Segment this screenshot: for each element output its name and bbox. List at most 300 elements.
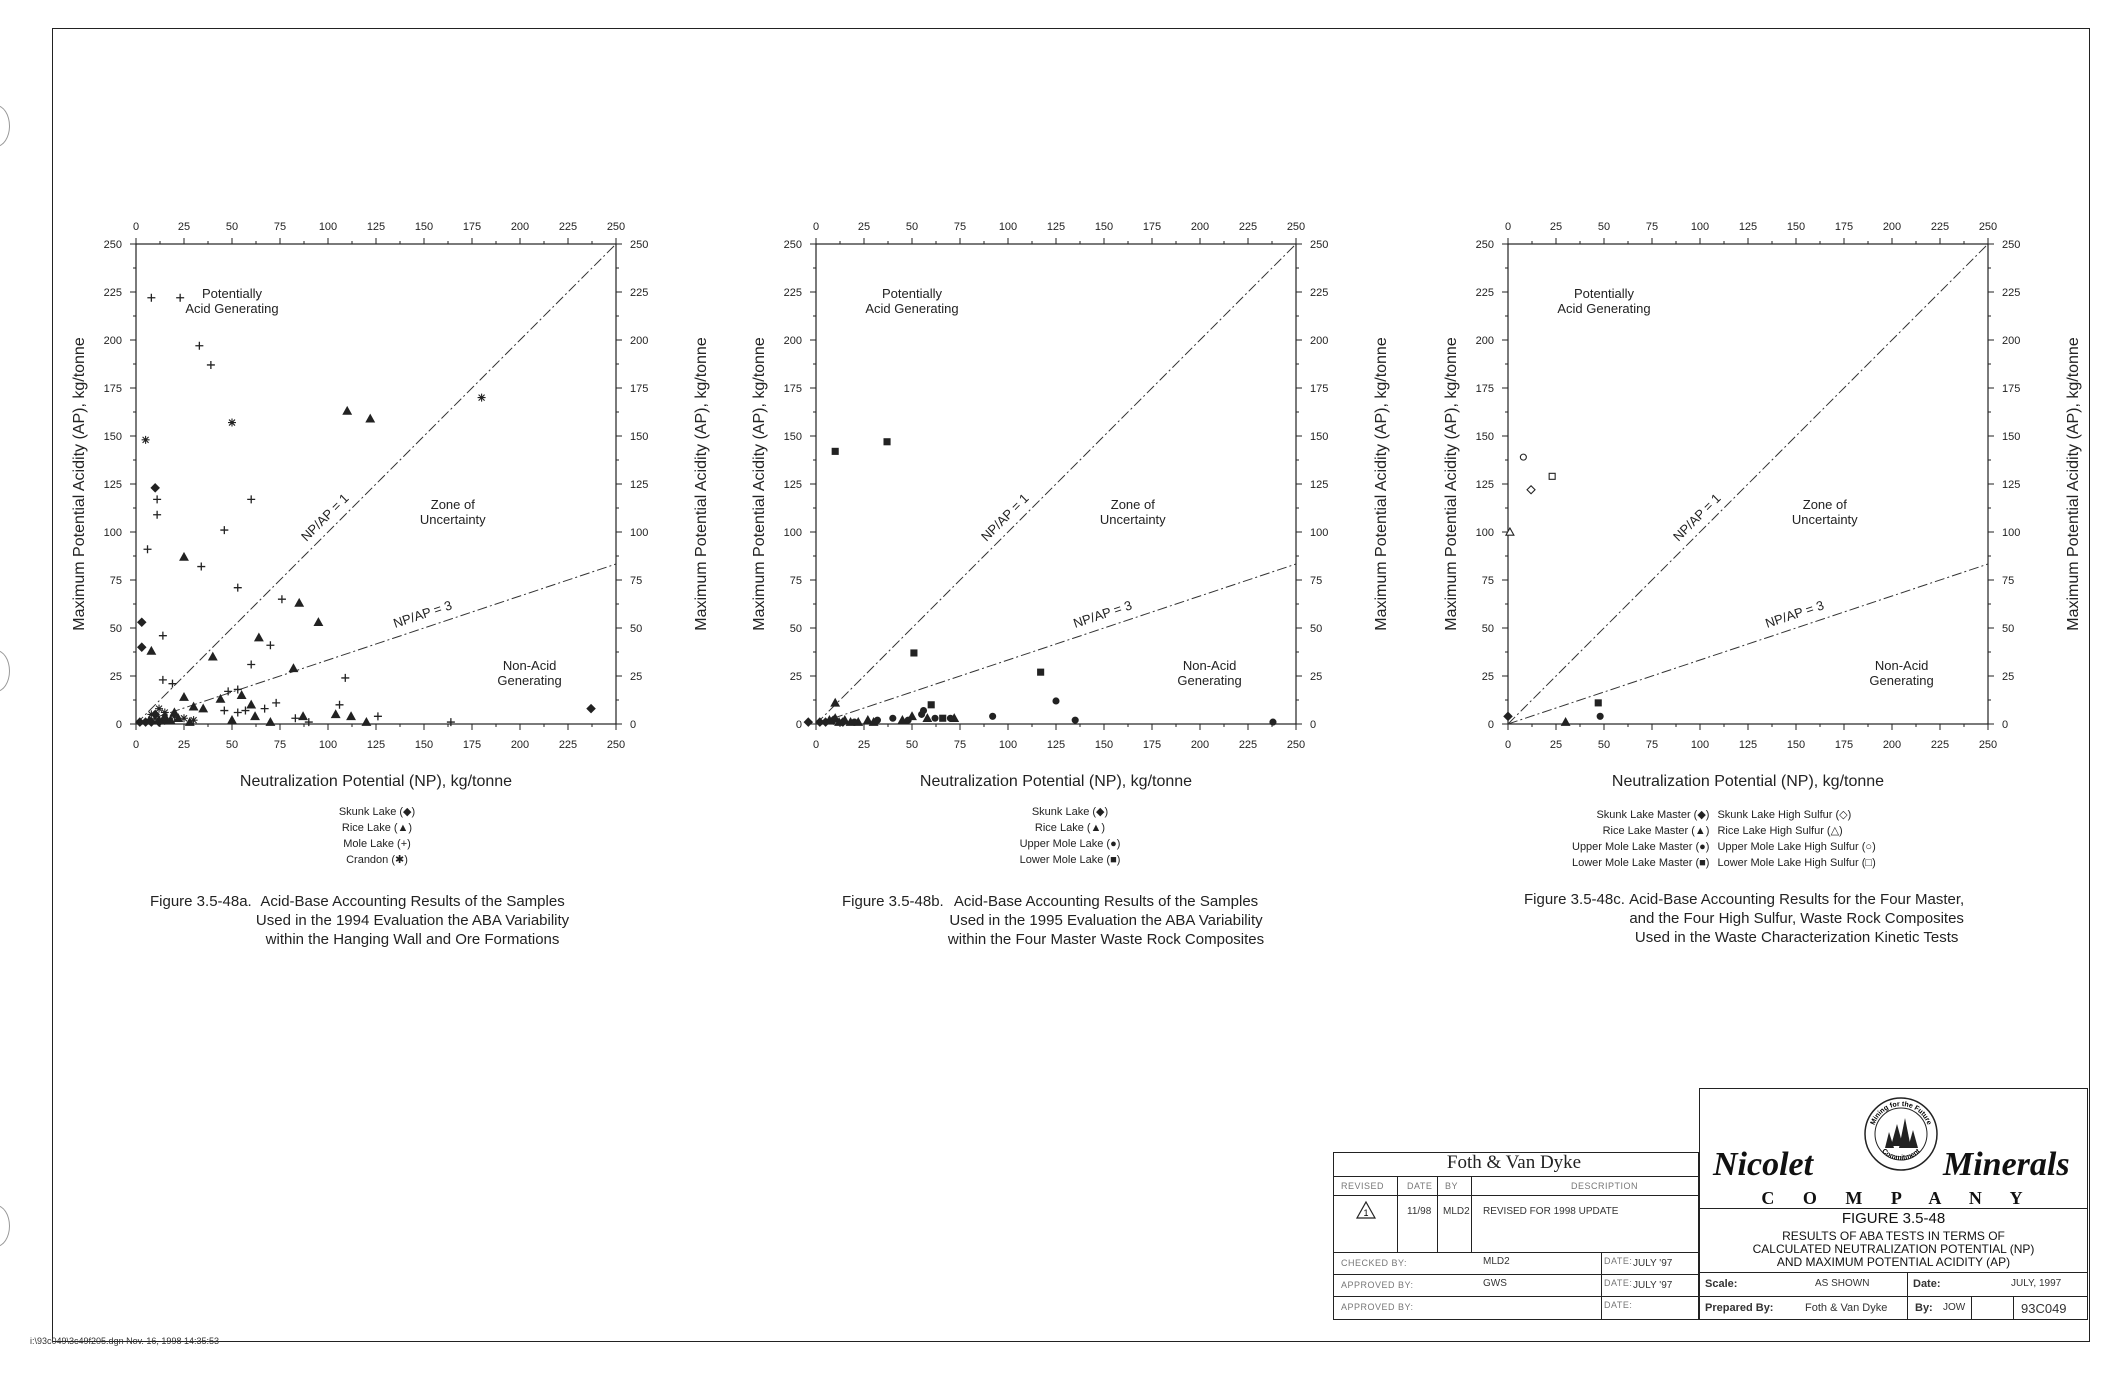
- data-point: [197, 563, 205, 571]
- y-tick-label: 250: [783, 239, 802, 251]
- y-tick-label-right: 50: [1310, 623, 1323, 635]
- scale-value: AS SHOWN: [1815, 1278, 1870, 1289]
- caption-line: Used in the Waste Characterization Kinetic Tests: [1634, 929, 1959, 946]
- y-tick-label-right: 150: [630, 431, 649, 443]
- company-name-left: Nicolet: [1713, 1146, 1814, 1183]
- data-point: [990, 713, 996, 719]
- y-tick-label-right: 250: [2002, 239, 2021, 251]
- data-point: [832, 448, 838, 454]
- x-tick-label: 50: [1597, 739, 1611, 751]
- legend-item: Upper Mole Lake (●): [1019, 838, 1121, 850]
- x-tick-label: 25: [177, 739, 191, 751]
- scatter-chart-b: [730, 200, 1410, 840]
- data-point: [180, 553, 188, 560]
- x-tick-label-top: 225: [1930, 221, 1950, 233]
- reference-line-label: NP/AP = 1: [298, 490, 352, 545]
- y-tick-label: 175: [1475, 383, 1494, 395]
- data-point: [1072, 717, 1078, 723]
- x-tick-label-top: 100: [998, 221, 1018, 233]
- region-label: Uncertainty: [419, 511, 486, 527]
- data-point: [153, 495, 161, 503]
- y-tick-label-right: 175: [630, 383, 649, 395]
- y-tick-label: 100: [1475, 527, 1494, 539]
- x-tick-label-top: 250: [606, 221, 626, 233]
- prepared-label: Prepared By:: [1705, 1302, 1774, 1314]
- data-point: [362, 718, 370, 725]
- company-name-right: Minerals: [1943, 1146, 2070, 1183]
- x-tick-label-top: 175: [1142, 221, 1162, 233]
- y-tick-label: 250: [103, 239, 122, 251]
- y-tick-label: 75: [1481, 575, 1494, 587]
- data-point: [921, 708, 927, 714]
- data-point: [295, 599, 303, 606]
- series-skunk-lake: [136, 484, 595, 726]
- data-point: [170, 712, 178, 720]
- series-upper-mole-lake: [851, 698, 1276, 725]
- region-label: Uncertainty: [1099, 511, 1166, 527]
- y-axis-label: Maximum Potential Acidity (AP), kg/tonne: [71, 337, 88, 631]
- region-label: Potentially: [202, 285, 262, 301]
- x-tick-label: 50: [225, 739, 239, 751]
- x-tick-label-top: 25: [177, 221, 191, 233]
- y-tick-label: 125: [783, 479, 802, 491]
- binder-hole: [0, 105, 10, 147]
- y-tick-label: 175: [783, 383, 802, 395]
- rev-by: MLD2: [1443, 1206, 1470, 1217]
- data-point: [366, 415, 374, 422]
- x-tick-label: 125: [1738, 739, 1758, 751]
- x-tick-label-top: 25: [857, 221, 871, 233]
- series-lower-mole-lake: [832, 439, 1043, 721]
- x-tick-label-top: 200: [1190, 221, 1210, 233]
- data-point: [238, 691, 246, 698]
- seal-text-bottom: Commitment: [1880, 1147, 1922, 1162]
- legend-item: Skunk Lake High Sulfur (◇): [1717, 809, 1852, 821]
- x-tick-label-top: 225: [1238, 221, 1258, 233]
- y-tick-label-right: 150: [2002, 431, 2021, 443]
- x-tick-label: 0: [132, 739, 140, 751]
- x-tick-label: 75: [273, 739, 287, 751]
- y-tick-label-right: 250: [1310, 239, 1329, 251]
- x-tick-label: 0: [812, 739, 820, 751]
- x-tick-label: 150: [1786, 739, 1806, 751]
- figure-title-line: AND MAXIMUM POTENTIAL ACIDITY (AP): [1776, 1255, 2011, 1269]
- y-axis-label-right: Maximum Potential Acidity (AP), kg/tonne: [1373, 337, 1390, 631]
- y-tick-label-right: 200: [1310, 335, 1329, 347]
- y-tick-label-right: 100: [2002, 527, 2021, 539]
- region-label: Acid Generating: [185, 300, 279, 316]
- divider: [1471, 1176, 1472, 1252]
- y-tick-label-right: 100: [1310, 527, 1329, 539]
- data-point: [147, 294, 155, 302]
- date-label: DATE:: [1604, 1278, 1633, 1288]
- region-label: Non-Acid: [1874, 658, 1929, 674]
- x-tick-label-top: 75: [273, 221, 287, 233]
- reference-line-label: NP/AP = 3: [1071, 597, 1134, 631]
- divider: [1601, 1252, 1602, 1320]
- data-point: [587, 705, 595, 713]
- y-axis-label-right: Maximum Potential Acidity (AP), kg/tonne: [693, 337, 710, 631]
- legend-item: Rice Lake (▲): [1034, 822, 1106, 834]
- y-axis-label-right: Maximum Potential Acidity (AP), kg/tonne: [2065, 337, 2082, 631]
- caption-line: Used in the 1995 Evaluation the ABA Variability: [949, 912, 1263, 929]
- data-point: [831, 699, 839, 706]
- seal-text-top: Mining for the Future: [1869, 1100, 1933, 1127]
- figure-title-line: CALCULATED NEUTRALIZATION POTENTIAL (NP): [1752, 1242, 2035, 1256]
- region-label: Generating: [497, 673, 562, 689]
- data-point: [247, 701, 255, 708]
- y-tick-label: 225: [783, 287, 802, 299]
- x-tick-label: 175: [1834, 739, 1854, 751]
- x-tick-label: 250: [606, 739, 626, 751]
- data-point: [190, 716, 198, 724]
- divider: [1699, 1296, 2088, 1297]
- x-tick-label-top: 25: [1549, 221, 1563, 233]
- y-tick-label-right: 100: [630, 527, 649, 539]
- caption-line: Acid-Base Accounting Results of the Samples: [953, 893, 1259, 910]
- figure-caption-b: [842, 892, 1264, 949]
- y-tick-label: 25: [789, 671, 802, 683]
- caption-figure-number: Figure 3.5-48c.: [1524, 891, 1625, 908]
- divider: [1333, 1296, 1699, 1297]
- binder-hole: [0, 1205, 10, 1247]
- data-point: [138, 618, 146, 626]
- data-point: [207, 361, 215, 369]
- y-axis-label: Maximum Potential Acidity (AP), kg/tonne: [751, 337, 768, 631]
- data-point: [911, 650, 917, 656]
- y-tick-label: 200: [783, 335, 802, 347]
- y-tick-label: 125: [103, 479, 122, 491]
- x-tick-label: 75: [1645, 739, 1659, 751]
- divider: [1397, 1176, 1398, 1252]
- x-tick-label: 150: [414, 739, 434, 751]
- data-point: [247, 660, 255, 668]
- x-tick-label: 250: [1286, 739, 1306, 751]
- data-point: [332, 710, 340, 717]
- reference-line-label: NP/AP = 3: [391, 597, 454, 631]
- reference-line-label: NP/AP = 3: [1763, 597, 1826, 631]
- region-label: Zone of: [430, 496, 475, 512]
- file-path: i:\93c049\3c49f205.dgn Nov. 16, 1998 14:35:53: [30, 1336, 219, 1346]
- data-point: [234, 708, 242, 716]
- data-point: [228, 716, 236, 723]
- data-point: [932, 715, 938, 721]
- y-tick-label: 0: [795, 719, 802, 731]
- data-point: [195, 342, 203, 350]
- x-tick-label-top: 100: [1690, 221, 1710, 233]
- reference-line: [1508, 564, 1988, 724]
- region-label: Zone of: [1802, 496, 1847, 512]
- y-tick-label: 25: [109, 671, 122, 683]
- revision-header-row: [1333, 1176, 1699, 1196]
- y-tick-label: 50: [789, 623, 802, 635]
- y-tick-label: 0: [1487, 719, 1494, 731]
- region-label: Potentially: [1574, 285, 1634, 301]
- by-value: JOW: [1943, 1302, 1966, 1313]
- x-tick-label: 0: [1504, 739, 1512, 751]
- region-label: Non-Acid: [502, 658, 557, 674]
- reference-line: [136, 564, 616, 724]
- series-rice-lake-master: [1562, 718, 1570, 725]
- data-point: [884, 439, 890, 445]
- company-subtitle: C O M P A N Y: [1761, 1188, 2035, 1208]
- x-tick-label-top: 75: [953, 221, 967, 233]
- scatter-chart-c: [1422, 200, 2102, 840]
- y-tick-label-right: 125: [630, 479, 649, 491]
- data-point: [159, 632, 167, 640]
- data-point: [874, 717, 880, 723]
- y-tick-label: 50: [109, 623, 122, 635]
- data-point: [289, 664, 297, 671]
- data-point: [247, 495, 255, 503]
- divider: [1333, 1274, 1699, 1275]
- legend-item: Lower Mole Lake (■): [1019, 854, 1121, 866]
- region-label: Uncertainty: [1791, 511, 1858, 527]
- legend-item: Upper Mole Lake Master (●): [1572, 841, 1710, 853]
- y-tick-label-right: 250: [630, 239, 649, 251]
- y-tick-label-right: 50: [2002, 623, 2015, 635]
- x-tick-label-top: 250: [1978, 221, 1998, 233]
- y-tick-label: 175: [103, 383, 122, 395]
- caption-line: Acid-Base Accounting Results of the Samples: [260, 893, 565, 910]
- y-tick-label-right: 0: [1310, 719, 1317, 731]
- caption-figure-number: Figure 3.5-48b.: [842, 893, 944, 910]
- legend-item: Lower Mole Lake High Sulfur (□): [1717, 857, 1876, 869]
- x-tick-label-top: 0: [132, 221, 140, 233]
- series-skunk-lake-master: [1504, 712, 1512, 720]
- data-point: [1527, 486, 1535, 494]
- title-block: [1331, 1086, 2088, 1340]
- divider: [1437, 1176, 1438, 1252]
- data-point: [1595, 700, 1601, 706]
- y-tick-label-right: 75: [2002, 575, 2015, 587]
- caption-line: and the Four High Sulfur, Waste Rock Composites: [1629, 910, 1964, 927]
- x-tick-label-top: 175: [462, 221, 482, 233]
- y-axis-label: Maximum Potential Acidity (AP), kg/tonne: [1443, 337, 1460, 631]
- legend-item: Upper Mole Lake High Sulfur (○): [1717, 841, 1876, 853]
- data-point: [176, 294, 184, 302]
- y-tick-label: 100: [783, 527, 802, 539]
- data-point: [272, 699, 280, 707]
- data-point: [928, 702, 934, 708]
- x-axis-label: Neutralization Potential (NP), kg/tonne: [1611, 773, 1885, 790]
- y-tick-label: 200: [103, 335, 122, 347]
- data-point: [228, 419, 236, 427]
- figure-title-line: RESULTS OF ABA TESTS IN TERMS OF: [1782, 1229, 2005, 1243]
- data-point: [147, 710, 155, 718]
- caption-figure-number: Figure 3.5-48a.: [150, 893, 252, 910]
- legend-item: Rice Lake (▲): [341, 822, 413, 834]
- region-label: Potentially: [882, 285, 942, 301]
- x-tick-label-top: 250: [1286, 221, 1306, 233]
- legend-c: [1572, 807, 1876, 871]
- x-tick-label-top: 200: [1882, 221, 1902, 233]
- data-point: [147, 647, 155, 654]
- y-tick-label: 75: [109, 575, 122, 587]
- approved2-label: APPROVED BY:: [1341, 1302, 1414, 1312]
- scatter-chart-a: [50, 200, 730, 840]
- data-point: [216, 695, 224, 702]
- y-tick-label-right: 175: [2002, 383, 2021, 395]
- x-tick-label: 100: [998, 739, 1018, 751]
- approved-by: GWS: [1483, 1278, 1507, 1289]
- data-point: [1270, 719, 1276, 725]
- figure-number: FIGURE 3.5-48: [1841, 1210, 1946, 1227]
- binder-hole: [0, 650, 10, 692]
- rev-description: REVISED FOR 1998 UPDATE: [1483, 1206, 1619, 1217]
- figure-title: [1699, 1230, 2088, 1269]
- x-tick-label-top: 50: [905, 221, 919, 233]
- data-point: [220, 707, 228, 715]
- series-lower-mole-lake-master: [1595, 700, 1601, 706]
- y-tick-label: 225: [1475, 287, 1494, 299]
- series-upper-mole-lake-high-sulfur: [1520, 454, 1526, 460]
- y-tick-label-right: 0: [630, 719, 637, 731]
- x-tick-label: 225: [558, 739, 578, 751]
- region-label: Zone of: [1110, 496, 1155, 512]
- data-point: [1520, 454, 1526, 460]
- y-tick-label-right: 175: [1310, 383, 1329, 395]
- data-point: [299, 712, 307, 719]
- x-tick-label: 25: [1549, 739, 1563, 751]
- data-point: [478, 394, 486, 402]
- x-tick-label: 100: [318, 739, 338, 751]
- y-tick-label: 150: [1475, 431, 1494, 443]
- data-point: [341, 674, 349, 682]
- y-tick-label-right: 225: [630, 287, 649, 299]
- data-point: [347, 712, 355, 719]
- reference-line-label: NP/AP = 1: [1670, 490, 1724, 545]
- caption-line: Used in the 1994 Evaluation the ABA Variability: [255, 912, 570, 929]
- reference-line: [816, 244, 1296, 724]
- series-mole-lake: [144, 294, 455, 726]
- x-tick-label: 50: [905, 739, 919, 751]
- data-point: [234, 584, 242, 592]
- y-tick-label-right: 0: [2002, 719, 2009, 731]
- data-point: [940, 715, 946, 721]
- reference-line: [136, 244, 616, 724]
- data-point: [1053, 698, 1059, 704]
- divider: [1699, 1208, 2088, 1209]
- x-tick-label: 175: [462, 739, 482, 751]
- legend-item: Lower Mole Lake Master (■): [1572, 857, 1710, 869]
- caption-line: Acid-Base Accounting Results for the Four Master,: [1629, 891, 1965, 908]
- data-point: [199, 705, 207, 712]
- divider: [2013, 1296, 2014, 1320]
- reference-line-label: NP/AP = 1: [978, 490, 1032, 545]
- y-tick-label: 200: [1475, 335, 1494, 347]
- by-label: By:: [1915, 1302, 1933, 1314]
- data-point: [1038, 669, 1044, 675]
- y-tick-label-right: 25: [630, 671, 643, 683]
- x-tick-label-top: 200: [510, 221, 530, 233]
- figure-caption-c: [1524, 890, 1964, 947]
- x-tick-label-top: 175: [1834, 221, 1854, 233]
- y-tick-label: 150: [783, 431, 802, 443]
- series-skunk-lake-high-sulfur: [1527, 486, 1535, 494]
- region-label: Acid Generating: [1557, 300, 1651, 316]
- revision-delta-icon: [1355, 1200, 1377, 1220]
- y-tick-label-right: 75: [1310, 575, 1323, 587]
- data-point: [168, 680, 176, 688]
- checked-label: CHECKED BY:: [1341, 1258, 1408, 1268]
- y-tick-label-right: 125: [2002, 479, 2021, 491]
- drawing-number: 93C049: [2021, 1301, 2067, 1316]
- y-tick-label-right: 225: [1310, 287, 1329, 299]
- data-point: [180, 693, 188, 700]
- data-point: [159, 676, 167, 684]
- rev-header-revised: REVISED: [1341, 1181, 1385, 1191]
- data-point: [804, 718, 812, 726]
- data-point: [209, 653, 217, 660]
- data-point: [155, 705, 163, 713]
- x-tick-label: 100: [1690, 739, 1710, 751]
- approved-label: APPROVED BY:: [1341, 1280, 1414, 1290]
- rev-header-description: DESCRIPTION: [1571, 1181, 1639, 1191]
- data-point: [266, 641, 274, 649]
- x-tick-label-top: 0: [1504, 221, 1512, 233]
- legend-item: Crandon (✱): [346, 854, 408, 866]
- x-tick-label: 75: [953, 739, 967, 751]
- y-tick-label: 25: [1481, 671, 1494, 683]
- divider: [1971, 1296, 1972, 1320]
- x-tick-label: 25: [857, 739, 871, 751]
- legend-item: Mole Lake (+): [343, 838, 411, 850]
- rev-header-date: DATE: [1407, 1181, 1433, 1191]
- data-point: [251, 712, 259, 719]
- scale-label: Scale:: [1705, 1278, 1738, 1290]
- data-point: [266, 718, 274, 725]
- series-upper-mole-lake-master: [1597, 713, 1603, 719]
- data-point: [144, 545, 152, 553]
- firm-name: Foth & Van Dyke: [1446, 1152, 1582, 1173]
- region-label: Non-Acid: [1182, 658, 1237, 674]
- legend-item: Skunk Lake Master (◆): [1596, 809, 1710, 821]
- divider: [1333, 1252, 1699, 1253]
- x-tick-label: 200: [1882, 739, 1902, 751]
- data-point: [851, 719, 857, 725]
- data-point: [161, 708, 169, 716]
- x-tick-label-top: 125: [1738, 221, 1758, 233]
- data-point: [180, 714, 188, 722]
- prepared-by: Foth & Van Dyke: [1805, 1302, 1888, 1314]
- x-tick-label-top: 125: [1046, 221, 1066, 233]
- series-lower-mole-lake-high-sulfur: [1549, 473, 1555, 479]
- y-tick-label: 150: [103, 431, 122, 443]
- region-label: Generating: [1177, 673, 1242, 689]
- legend-item: Skunk Lake (◆): [338, 806, 416, 818]
- checked-date: JULY '97: [1633, 1258, 1673, 1269]
- y-tick-label: 100: [103, 527, 122, 539]
- x-tick-label-top: 50: [1597, 221, 1611, 233]
- x-tick-label: 200: [1190, 739, 1210, 751]
- approved-date: JULY '97: [1633, 1280, 1673, 1291]
- data-point: [291, 714, 299, 722]
- data-point: [336, 701, 344, 709]
- data-point: [142, 436, 150, 444]
- reference-line: [1508, 244, 1988, 724]
- caption-line: within the Hanging Wall and Ore Formations: [265, 931, 560, 948]
- y-tick-label: 125: [1475, 479, 1494, 491]
- date-label: DATE:: [1604, 1256, 1633, 1266]
- y-tick-label: 0: [115, 719, 122, 731]
- data-point: [374, 712, 382, 720]
- caption-line: within the Four Master Waste Rock Composites: [947, 931, 1265, 948]
- data-point: [314, 618, 322, 625]
- y-tick-label: 250: [1475, 239, 1494, 251]
- x-tick-label-top: 225: [558, 221, 578, 233]
- legend-item: Rice Lake Master (▲): [1602, 825, 1710, 837]
